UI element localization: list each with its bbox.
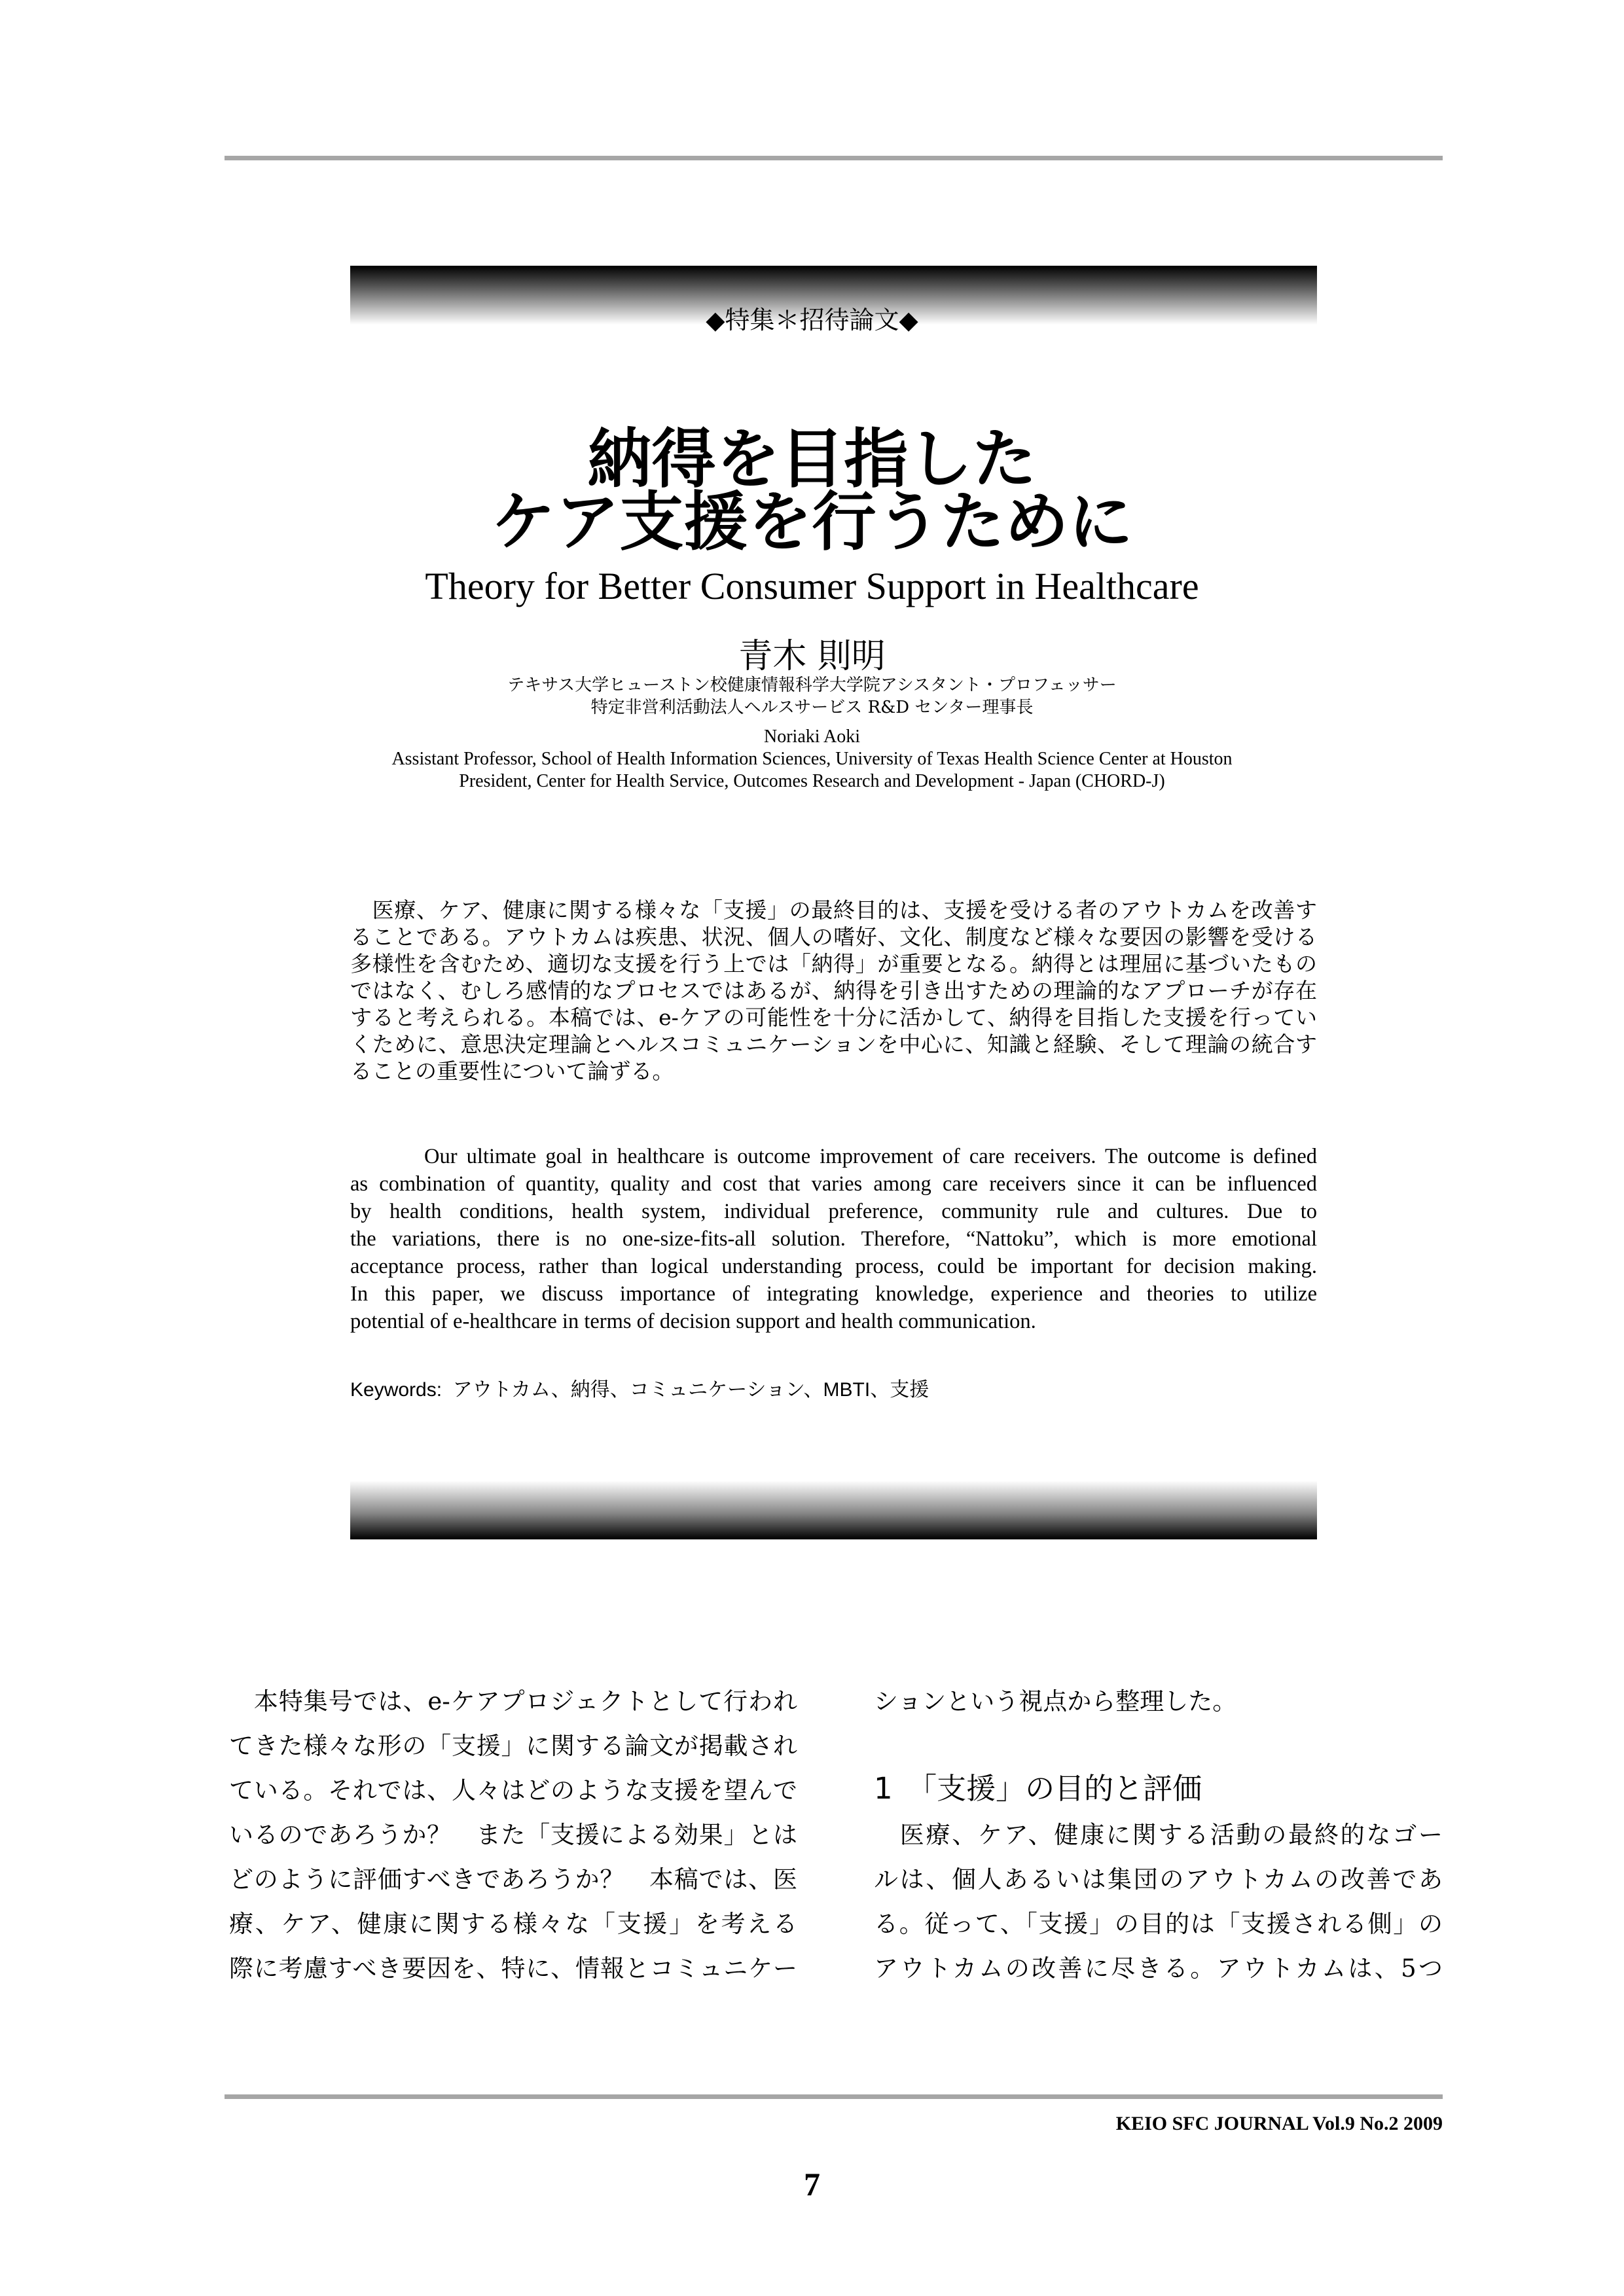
text-line: ることの重要性について論ずる。 xyxy=(350,1058,674,1084)
text-line: 本特集号では、e-ケアプロジェクトとして行われ xyxy=(229,1687,797,1715)
affiliation-en-2: President, Center for Health Service, Outcomes Research and Development - Japan (CHORD-J) xyxy=(459,771,1165,791)
keywords xyxy=(350,1373,929,1402)
text-line: 際に考慮すべき要因を、特に、情報とコミュニケー xyxy=(229,1954,797,1982)
affiliation-en-1: Assistant Professor, School of Health Information Sciences, University of Texas Health Science Center at Houston xyxy=(391,749,1233,769)
text-line: the variations, there is no one-size-fits-all solution. Therefore, “Nattoku”, which is more emotional xyxy=(350,1227,1317,1251)
page-number: 7 xyxy=(804,2166,820,2202)
text-line: acceptance process, rather than logical understanding process, could be important for decision making. xyxy=(350,1255,1317,1278)
text-line: くために、意思決定理論とヘルスコミュニケーションを中心に、知識と経験、そして理論の統合す xyxy=(350,1031,1317,1057)
journal-footer: KEIO SFC JOURNAL Vol.9 No.2 2009 xyxy=(1115,2113,1443,2134)
body-left-column xyxy=(229,1679,797,1991)
author-name-ja: 青木 則明 xyxy=(738,637,886,676)
text-line: ている。それでは、人々はどのような支援を望んで xyxy=(229,1776,797,1804)
affiliation-ja-2: 特定非営利活動法人ヘルスサービス R&D センター理事長 xyxy=(590,698,1034,717)
title-ja-line-2: ケア支援を行うために xyxy=(491,485,1133,560)
text-line: Our ultimate goal in healthcare is outcome improvement of care receivers. The outcome is defined xyxy=(350,1145,1317,1168)
text-line: In this paper, we discuss importance of integrating knowledge, experience and theories to utilize xyxy=(350,1282,1317,1306)
affiliation-ja-1: テキサス大学ヒューストン校健康情報科学大学院アシスタント・プロフェッサー xyxy=(507,675,1117,695)
title-en: Theory for Better Consumer Support in Healthcare xyxy=(425,565,1199,607)
text-line: ではなく、むしろ感情的なプロセスではあるが、納得を引き出すための理論的なアプローチが存在 xyxy=(350,978,1317,1003)
text-line: いるのであろうか？ また「支援による効果」とは xyxy=(229,1821,797,1849)
text-line: 多様性を含むため、適切な支援を行う上では「納得」が重要となる。納得とは理屈に基づいたもの xyxy=(350,951,1317,977)
keywords-label: Keywords: xyxy=(350,1379,442,1401)
text-line: ることである。アウトカムは疾患、状況、個人の嗜好、文化、制度など様々な要因の影響を受ける xyxy=(350,924,1317,950)
text-line: 療、ケア、健康に関する様々な「支援」を考える xyxy=(229,1910,797,1938)
text-line: potential of e-healthcare in terms of decision support and health communication. xyxy=(350,1310,1036,1333)
top-rule xyxy=(225,156,1443,160)
abstract-en xyxy=(350,1143,1317,1335)
keywords-value: アウトカム、納得、コミュニケーション、MBTI、支援 xyxy=(452,1379,929,1401)
text-line: どのように評価すべきであろうか？ 本稿では、医 xyxy=(229,1865,797,1893)
text-line: すると考えられる。本稿では、e-ケアの可能性を十分に活かして、納得を目指した支援を行ってい xyxy=(350,1005,1317,1030)
text-line: アウトカムの改善に尽きる。アウトカムは、5つ xyxy=(874,1954,1443,1982)
feature-kicker: ◆特集＊招待論文◆ xyxy=(706,306,918,334)
text-line: ルは、個人あるいは集団のアウトカムの改善であ xyxy=(874,1865,1443,1893)
bottom-rule xyxy=(225,2094,1443,2099)
title-ja-line-1: 納得を目指した xyxy=(587,422,1037,497)
body-right-column-top xyxy=(874,1679,1443,1724)
abstract-ja xyxy=(350,897,1317,1085)
text-line: ションという視点から整理した。 xyxy=(874,1687,1237,1715)
text-line: 医療、ケア、健康に関する様々な「支援」の最終目的は、支援を受ける者のアウトカムを改善す xyxy=(350,897,1317,923)
text-line: る。従って、「支援」の目的は「支援される側」の xyxy=(874,1910,1443,1938)
text-line: てきた様々な形の「支援」に関する論文が掲載され xyxy=(229,1732,797,1760)
text-line: by health conditions, health system, individual preference, community rule and cultures. Due to xyxy=(350,1200,1317,1223)
text-line: 医療、ケア、健康に関する活動の最終的なゴー xyxy=(874,1821,1443,1849)
text-line: as combination of quantity, quality and cost that varies among care receivers since it can be influenced xyxy=(350,1172,1317,1196)
abstract-end-gradient-bar xyxy=(350,1480,1317,1539)
body-right-column xyxy=(874,1813,1443,1991)
section-heading: 1 「支援」の目的と評価 xyxy=(874,1771,1202,1806)
author-name-en: Noriaki Aoki xyxy=(764,726,860,747)
